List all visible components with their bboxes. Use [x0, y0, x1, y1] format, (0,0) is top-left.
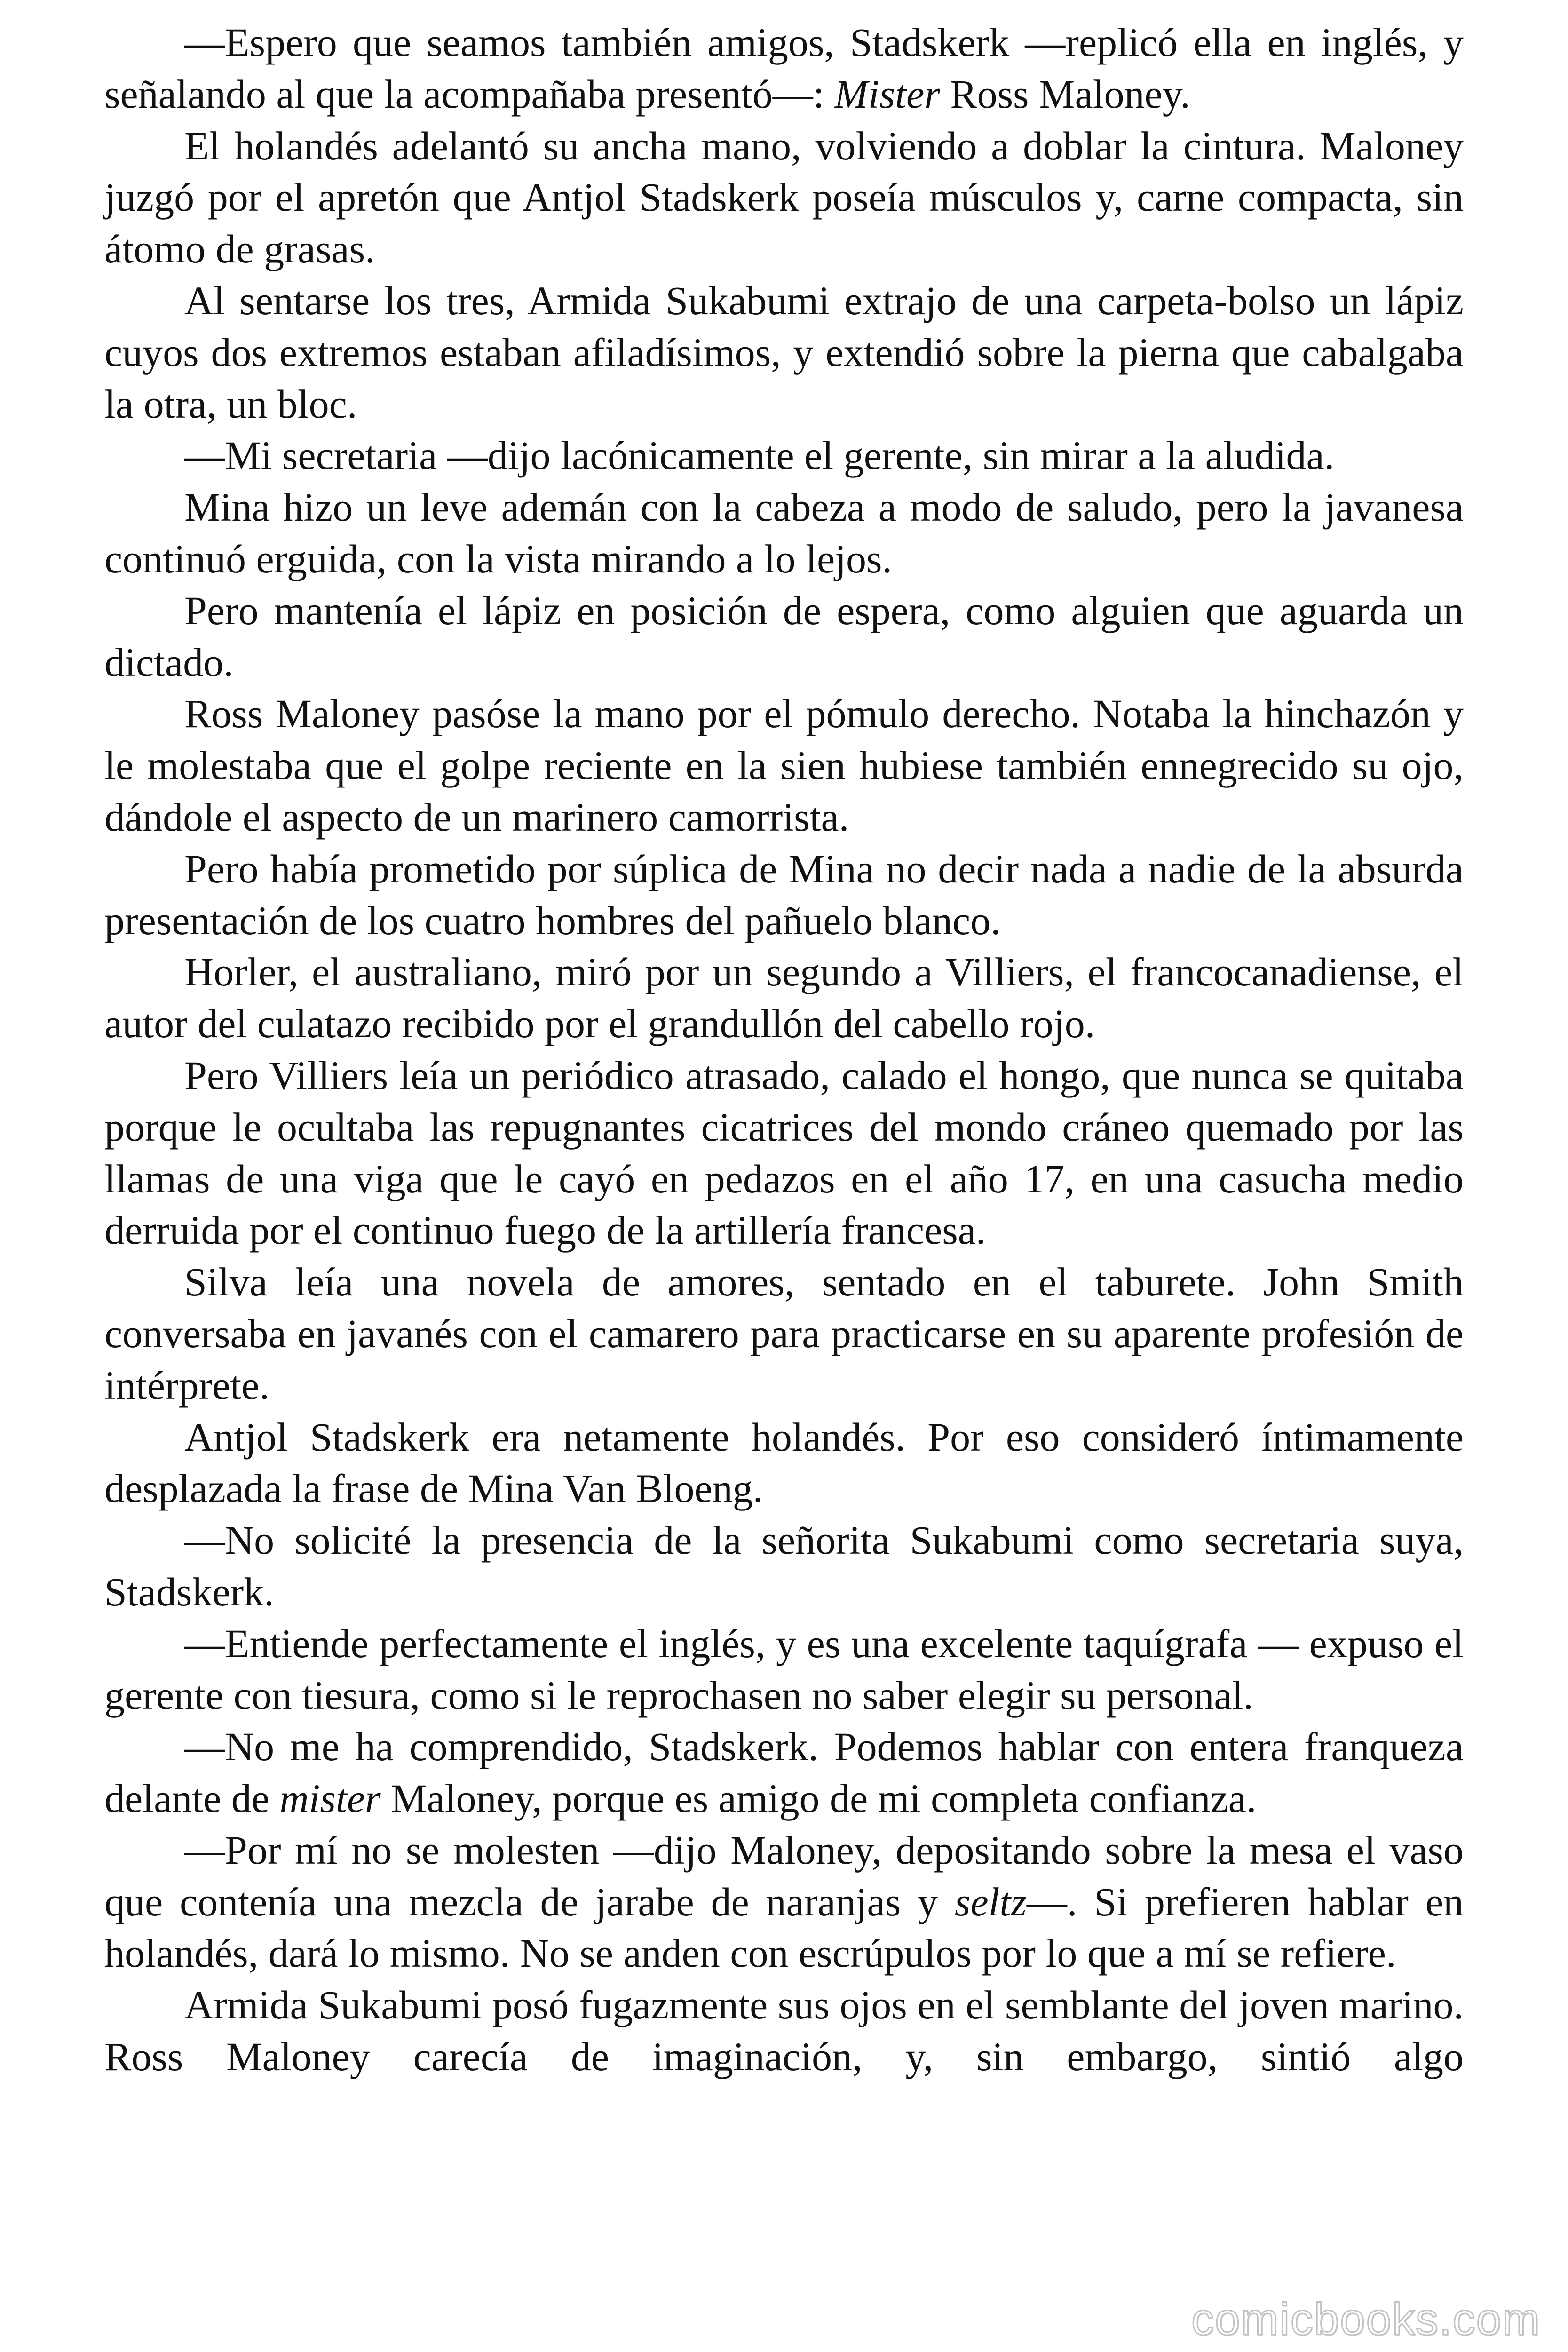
text-run: Pero había prometido por súplica de Mina no decir nada a nadie de la absurda presentación de los cuatro hombres del pañuelo blanco.	[104, 846, 1464, 943]
italic-text-run: mister	[279, 1776, 381, 1821]
paragraph	[104, 1412, 1464, 1515]
text-run: Silva leía una novela de amores, sentado en el taburete. John Smith conversaba en javanés con el camarero para practicarse en su aparente profesión de intérprete.	[104, 1259, 1464, 1408]
body-text	[104, 17, 1464, 2083]
paragraph	[104, 275, 1464, 430]
text-run: Ross Maloney.	[940, 71, 1190, 117]
italic-text-run: seltz	[954, 1879, 1027, 1924]
text-run: —Entiende perfectamente el inglés, y es una excelente taquígrafa — expuso el gerente con tiesura, como si le reprochasen no saber elegir su personal.	[104, 1621, 1464, 1718]
text-run: Al sentarse los tres, Armida Sukabumi extrajo de una carpeta-bolso un lápiz cuyos dos extremos estaban afiladísimos, y extendió sobre la pierna que cabalgaba la otra, un bloc.	[104, 278, 1464, 427]
paragraph	[104, 1256, 1464, 1411]
paragraph	[104, 946, 1464, 1050]
text-run: Mina hizo un leve ademán con la cabeza a modo de saludo, pero la javanesa continuó erguida, con la vista mirando a lo lejos.	[104, 485, 1464, 581]
text-run: —No solicité la presencia de la señorita Sukabumi como secretaria suya, Stadskerk.	[104, 1518, 1464, 1614]
watermark-logo: comicbooks.com	[1191, 2294, 1541, 2344]
paragraph	[104, 1721, 1464, 1825]
text-run: Antjol Stadskerk era netamente holandés. Por eso consideró íntimamente desplazada la frase de Mina Van Bloeng.	[104, 1414, 1464, 1511]
text-run: —. Si prefieren hablar en holandés, dará lo mismo. No se anden con escrúpulos por lo que a mí se refiere.	[104, 1879, 1464, 1976]
text-run: Pero Villiers leía un periódico atrasado, calado el hongo, que nunca se quitaba porque le ocultaba las repugnantes cicatrices del mondo cráneo quemado por las llamas de una viga que le cayó en pedazos en el año 17, en una casucha medio derruida por el continuo fuego de la artillería francesa.	[104, 1052, 1464, 1253]
text-run: Horler, el australiano, miró por un segundo a Villiers, el francocanadiense, el autor del culatazo recibido por el grandullón del cabello rojo.	[104, 949, 1464, 1047]
paragraph	[104, 1979, 1464, 2083]
paragraph	[104, 482, 1464, 585]
paragraph	[104, 1618, 1464, 1722]
text-run: Pero mantenía el lápiz en posición de espera, como alguien que aguarda un dictado.	[104, 588, 1464, 685]
text-run: —Por mí no se molesten —dijo Maloney, depositando sobre la mesa el vaso que contenía una mezcla de jarabe de naranjas y	[104, 1827, 1464, 1924]
paragraph	[104, 120, 1464, 275]
text-run: Ross Maloney pasóse la mano por el pómulo derecho. Notaba la hinchazón y le molestaba que el golpe reciente en la sien hubiese también ennegrecido su ojo, dándole el aspecto de un marinero camorrista.	[104, 691, 1464, 840]
text-run: Maloney, porque es amigo de mi completa confianza.	[380, 1776, 1257, 1821]
paragraph	[104, 1515, 1464, 1618]
paragraph	[104, 1825, 1464, 1979]
text-run: —No me ha comprendido, Stadskerk. Podemos hablar con entera franqueza delante de	[104, 1724, 1464, 1821]
text-run: —Mi secretaria —dijo lacónicamente el gerente, sin mirar a la aludida.	[184, 433, 1335, 478]
paragraph	[104, 17, 1464, 120]
text-run: —Espero que seamos también amigos, Stadskerk —replicó ella en inglés, y señalando al que la acompañaba presentó—:	[104, 20, 1464, 117]
paragraph	[104, 688, 1464, 843]
text-run: El holandés adelantó su ancha mano, volviendo a doblar la cintura. Maloney juzgó por el apretón que Antjol Stadskerk poseía músculos y, carne compacta, sin átomo de grasas.	[104, 123, 1464, 272]
paragraph	[104, 843, 1464, 947]
italic-text-run: Mister	[834, 71, 940, 117]
paragraph	[104, 585, 1464, 689]
text-run: Armida Sukabumi posó fugazmente sus ojos en el semblante del joven marino. Ross Maloney carecía de imaginación, y, sin embargo, sintió algo	[104, 1982, 1464, 2080]
paragraph	[104, 1050, 1464, 1256]
paragraph	[104, 430, 1464, 482]
